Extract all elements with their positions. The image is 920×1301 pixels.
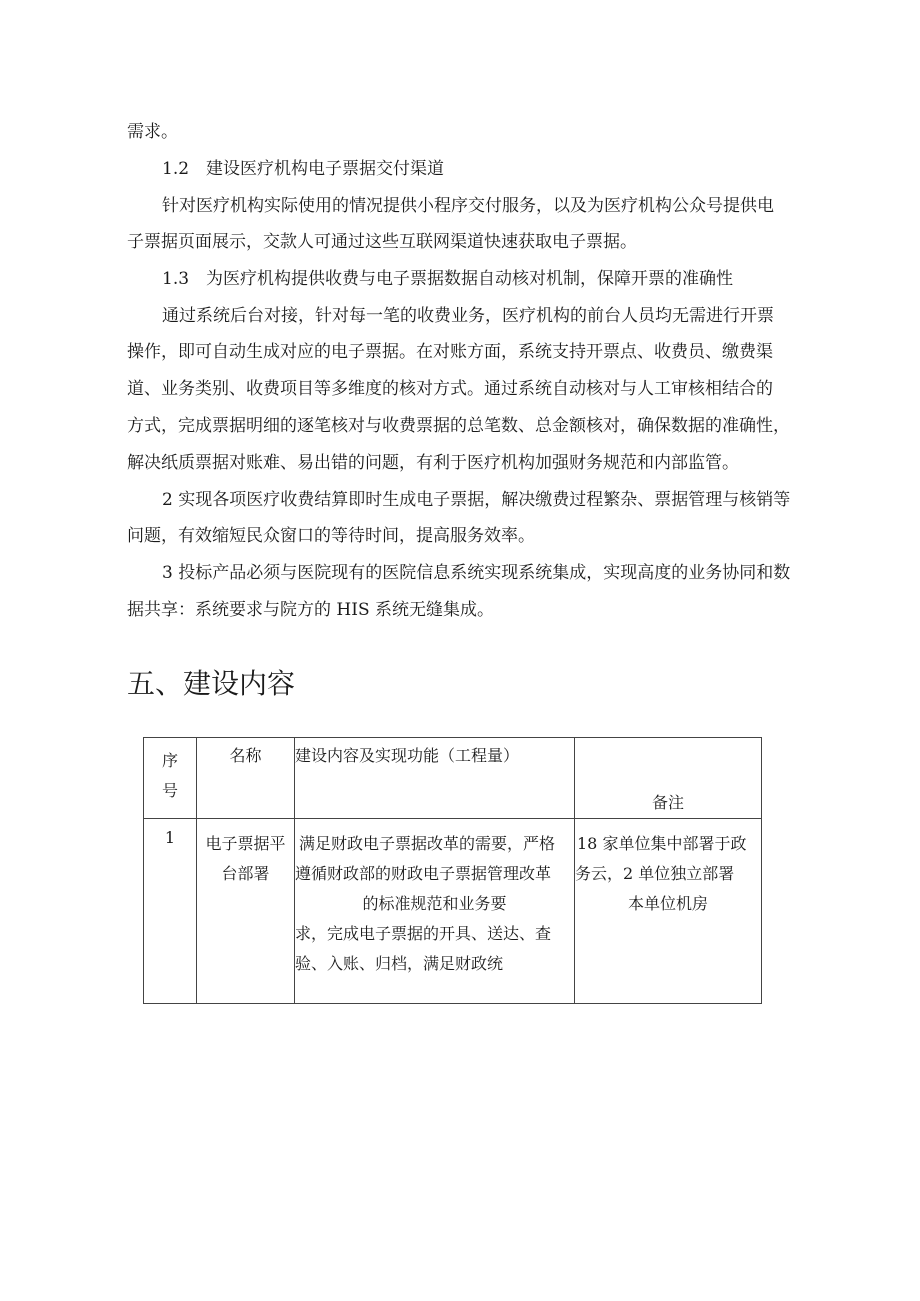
header-seq-line2: 号 — [161, 781, 178, 800]
construction-content-table — [143, 737, 762, 1004]
paragraph-line: 需求。 — [127, 122, 178, 142]
paragraph-line: 据共享：系统要求与院方的 HIS 系统无缝集成。 — [127, 600, 494, 620]
paragraph-line: 解决纸质票据对账难、易出错的问题，有利于医疗机构加强财务规范和内部监管。 — [127, 453, 739, 473]
row-seq: 1 — [144, 819, 197, 1004]
subsection-heading-1-2: 1.2 建设医疗机构电子票据交付渠道 — [162, 159, 445, 179]
table-row — [144, 819, 762, 1004]
header-remark: 备注 — [575, 738, 762, 819]
header-seq-line1: 序 — [161, 751, 178, 770]
paragraph-line: 道、业务类别、收费项目等多维度的核对方式。通过系统自动核对与人工审核相结合的 — [127, 379, 773, 399]
paragraph-line: 操作，即可自动生成对应的电子票据。在对账方面，系统支持开票点、收费员、缴费渠 — [127, 342, 773, 362]
header-name: 名称 — [197, 738, 295, 819]
row-content: 满足财政电子票据改革的需要，严格 遵循财政部的财政电子票据管理改革 的标准规范和业务要 求，完成电子票据的开具、送达、查 验、入账、归档，满足财政统 — [295, 819, 575, 1004]
subsection-heading-1-3: 1.3 为医疗机构提供收费与电子票据数据自动核对机制，保障开票的准确性 — [162, 269, 734, 289]
paragraph-line: 针对医疗机构实际使用的情况提供小程序交付服务，以及为医疗机构公众号提供电 — [162, 196, 774, 216]
paragraph-line: 通过系统后台对接，针对每一笔的收费业务，医疗机构的前台人员均无需进行开票 — [162, 306, 774, 326]
row-remark: 18 家单位集中部署于政 务云，2 单位独立部署 本单位机房 — [575, 819, 762, 1004]
paragraph-line: 方式，完成票据明细的逐笔核对与收费票据的总笔数、总金额核对，确保数据的准确性， — [127, 416, 790, 436]
paragraph-line: 子票据页面展示，交款人可通过这些互联网渠道快速获取电子票据。 — [127, 232, 637, 252]
table-header-row — [144, 738, 762, 819]
paragraph-line: 3 投标产品必须与医院现有的医院信息系统实现系统集成，实现高度的业务协同和数 — [162, 563, 791, 583]
row-name: 电子票据平 台部署 — [197, 819, 295, 1004]
section-title: 五、建设内容 — [127, 667, 296, 700]
paragraph-line: 2 实现各项医疗收费结算即时生成电子票据，解决缴费过程繁杂、票据管理与核销等 — [162, 490, 791, 510]
paragraph-line: 问题，有效缩短民众窗口的等待时间，提高服务效率。 — [127, 526, 535, 546]
header-seq — [144, 738, 197, 819]
header-content: 建设内容及实现功能（工程量） — [295, 738, 575, 819]
